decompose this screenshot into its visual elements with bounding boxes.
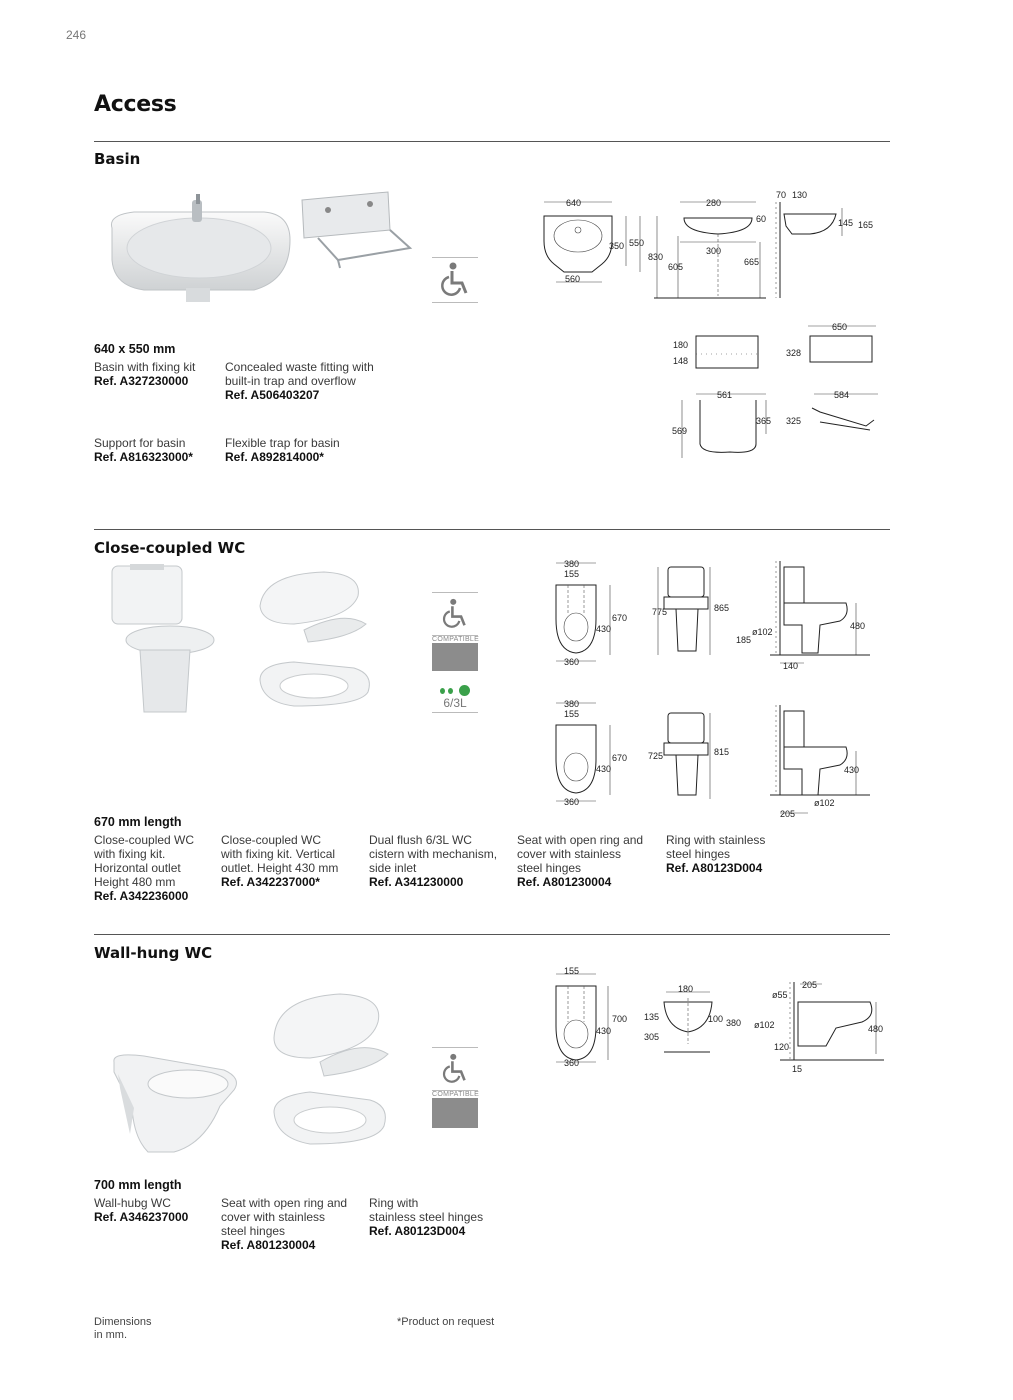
closecoupled-size: 670 mm length — [94, 815, 182, 829]
dim-label: ø102 — [754, 1020, 775, 1030]
product-line: Dual flush 6/3L WC — [369, 833, 472, 847]
product-line: cover with stainless — [517, 847, 622, 861]
product-line: Seat with open ring and — [517, 833, 644, 847]
footnote-on-request: *Product on request — [397, 1316, 495, 1328]
footnote-line: Dimensions — [94, 1316, 152, 1328]
trap-product — [225, 436, 395, 464]
section-divider — [94, 529, 890, 530]
product-line: steel hinges — [517, 861, 582, 875]
dim-label: 305 — [644, 1032, 660, 1042]
product-ref: Ref. A80123D004 — [666, 861, 763, 875]
page-title: Access — [94, 92, 177, 117]
product-line: Close-coupled WC — [94, 833, 195, 847]
closecoupled-horizontal-product — [94, 833, 219, 903]
dim-label: 130 — [792, 190, 808, 200]
dim-label: 100 — [708, 1014, 724, 1024]
dim-label: 670 — [612, 613, 628, 623]
product-line: Flexible trap for basin — [225, 436, 340, 450]
section-divider — [94, 141, 890, 142]
product-line: side inlet — [369, 861, 417, 875]
product-ref: Ref. A341230000 — [369, 875, 464, 889]
dim-label: ø102 — [752, 627, 773, 637]
dim-label: 15 — [792, 1064, 803, 1074]
dim-label: 815 — [714, 747, 730, 757]
dim-label: 605 — [668, 262, 684, 272]
product-ref: Ref. A892814000* — [225, 450, 324, 464]
wallhung-rear-view — [644, 984, 741, 1052]
product-line: Seat with open ring and — [221, 1196, 348, 1210]
seat-cover-photo — [254, 566, 374, 716]
dim-label: ø55 — [772, 990, 788, 1000]
basin-photo — [104, 190, 294, 310]
dim-label: ø102 — [814, 798, 835, 808]
dim-label: 300 — [706, 246, 722, 256]
product-ref: Ref. A342236000 — [94, 889, 189, 903]
product-ref: Ref. A342237000* — [221, 875, 320, 889]
product-line: Horizontal outlet — [94, 861, 181, 875]
dim-label: 670 — [612, 753, 628, 763]
wallhung-technical-drawing — [540, 962, 890, 1074]
support-photo — [298, 190, 418, 275]
dim-label: 365 — [756, 416, 772, 426]
product-line: stainless steel hinges — [369, 1210, 484, 1224]
product-line: steel hinges — [666, 847, 731, 861]
page-number: 246 — [66, 28, 87, 42]
support-front-view — [672, 336, 771, 458]
wallhung-wc-product — [94, 1196, 219, 1224]
dim-label: 865 — [714, 603, 730, 613]
wallhung-side-view — [754, 980, 884, 1074]
dim-label: 650 — [832, 322, 848, 332]
ring-product — [666, 833, 811, 875]
dim-label: 70 — [776, 190, 787, 200]
dim-label: 430 — [596, 624, 612, 634]
basin-product — [94, 360, 219, 388]
product-line: Ring with — [369, 1196, 419, 1210]
dim-label: 560 — [565, 274, 581, 284]
dim-label: 205 — [802, 980, 818, 990]
dim-label: 550 — [629, 238, 645, 248]
closecoupled-wc-photo — [104, 562, 216, 722]
dim-label: 360 — [564, 797, 580, 807]
wheelchair-icon — [442, 597, 468, 631]
dim-label: 360 — [564, 657, 580, 667]
support-product — [94, 436, 219, 464]
product-ref: Ref. A816323000* — [94, 450, 193, 464]
product-ref: Ref. A80123D004 — [369, 1224, 466, 1238]
product-line: cover with stainless — [221, 1210, 326, 1224]
dim-label: 205 — [780, 809, 796, 819]
closecoupled-technical-drawing — [540, 555, 890, 825]
basin-size: 640 x 550 mm — [94, 342, 176, 356]
dim-label: 775 — [652, 607, 668, 617]
dim-label: 725 — [648, 751, 664, 761]
dim-label: 360 — [564, 1058, 580, 1068]
seat-product — [517, 833, 662, 889]
product-ref: Ref. A801230004 — [221, 1238, 316, 1252]
dim-label: 830 — [648, 252, 664, 262]
dim-label: 700 — [612, 1014, 628, 1024]
cistern-product — [369, 833, 514, 889]
support-side-view — [786, 322, 878, 430]
dim-label: 584 — [834, 390, 850, 400]
dim-label: 430 — [844, 765, 860, 775]
wallhung-size: 700 mm length — [94, 1178, 182, 1192]
dim-label: 328 — [786, 348, 802, 358]
wallhung-plan-view — [556, 966, 627, 1068]
wc-plan-view-horizontal — [556, 559, 627, 667]
product-line: with fixing kit. Vertical — [221, 847, 336, 861]
water-saving-icon — [432, 685, 478, 696]
dim-label: 640 — [566, 198, 582, 208]
dim-label: 185 — [736, 635, 752, 645]
product-line: Height 480 mm — [94, 875, 176, 889]
dim-label: 430 — [596, 764, 612, 774]
product-line: outlet. Height 430 mm — [221, 861, 339, 875]
dim-label: 180 — [673, 340, 689, 350]
product-line: Wall-hubg WC — [94, 1196, 171, 1210]
basin-front-view — [648, 198, 766, 298]
dim-label: 569 — [672, 426, 688, 436]
accessibility-badge — [432, 257, 478, 303]
dim-label: 180 — [678, 984, 694, 994]
product-ref: Ref. A801230004 — [517, 875, 612, 889]
dim-label: 280 — [706, 198, 722, 208]
basin-technical-drawing — [530, 186, 890, 476]
wheelchair-icon — [442, 1052, 468, 1086]
accessibility-compatible-badge — [432, 592, 478, 713]
wc-side-view-vertical — [770, 705, 870, 819]
product-line: Concealed waste fitting with — [225, 360, 374, 374]
basin-heading: Basin — [94, 150, 141, 168]
product-line: cistern with mechanism, — [369, 847, 498, 861]
dim-label: 140 — [783, 661, 799, 671]
product-ref: Ref. A346237000 — [94, 1210, 189, 1224]
wc-plan-view-vertical — [556, 699, 627, 807]
accessibility-compatible-badge — [432, 1047, 478, 1128]
dim-label: 60 — [756, 214, 767, 224]
waste-fitting-product — [225, 360, 395, 402]
compatible-label: COMPATIBLE — [432, 1091, 480, 1098]
wallhung-seat-product — [221, 1196, 366, 1252]
basin-plan-view — [544, 198, 644, 284]
wallhung-wc-photo — [104, 1048, 244, 1160]
product-line: Ring with stainless — [666, 833, 766, 847]
dim-label: 145 — [838, 218, 854, 228]
dim-label: 380 — [564, 699, 580, 709]
product-line: steel hinges — [221, 1224, 286, 1238]
product-ref: Ref. A327230000 — [94, 374, 189, 388]
product-line: Support for basin — [94, 436, 186, 450]
dim-label: 155 — [564, 966, 580, 976]
product-ref: Ref. A506403207 — [225, 388, 320, 402]
wallhung-seat-photo — [266, 988, 396, 1164]
dim-label: 155 — [564, 569, 580, 579]
closecoupled-vertical-product — [221, 833, 366, 889]
dim-label: 148 — [673, 356, 689, 366]
dim-label: 380 — [726, 1018, 742, 1028]
footnote-dimensions — [94, 1316, 151, 1342]
closecoupled-heading: Close-coupled WC — [94, 539, 246, 557]
footnote-line: in mm. — [94, 1329, 127, 1341]
dim-label: 350 — [609, 241, 625, 251]
section-divider — [94, 934, 890, 935]
dim-label: 480 — [850, 621, 866, 631]
dim-label: 380 — [564, 559, 580, 569]
product-line: Close-coupled WC — [221, 833, 322, 847]
dim-label: 325 — [786, 416, 802, 426]
basin-side-view — [756, 190, 873, 298]
dim-label: 665 — [744, 257, 760, 267]
dim-label: 135 — [644, 1012, 660, 1022]
dim-label: 155 — [564, 709, 580, 719]
wallhung-ring-product — [369, 1196, 514, 1238]
dim-label: 120 — [774, 1042, 790, 1052]
wc-side-view-horizontal — [736, 561, 870, 671]
dim-label: 430 — [596, 1026, 612, 1036]
flush-volume: 6/3L — [432, 696, 478, 713]
product-line: with fixing kit. — [94, 847, 166, 861]
dim-label: 165 — [858, 220, 874, 230]
dim-label: 480 — [868, 1024, 884, 1034]
wallhung-heading: Wall-hung WC — [94, 944, 213, 962]
wheelchair-icon — [440, 262, 470, 298]
dim-label: 561 — [717, 390, 733, 400]
product-line: built-in trap and overflow — [225, 374, 356, 388]
wc-front-view-horizontal — [652, 567, 729, 655]
compatible-label: COMPATIBLE — [432, 636, 480, 643]
product-line: Basin with fixing kit — [94, 360, 196, 374]
wc-front-view-vertical — [648, 713, 729, 799]
